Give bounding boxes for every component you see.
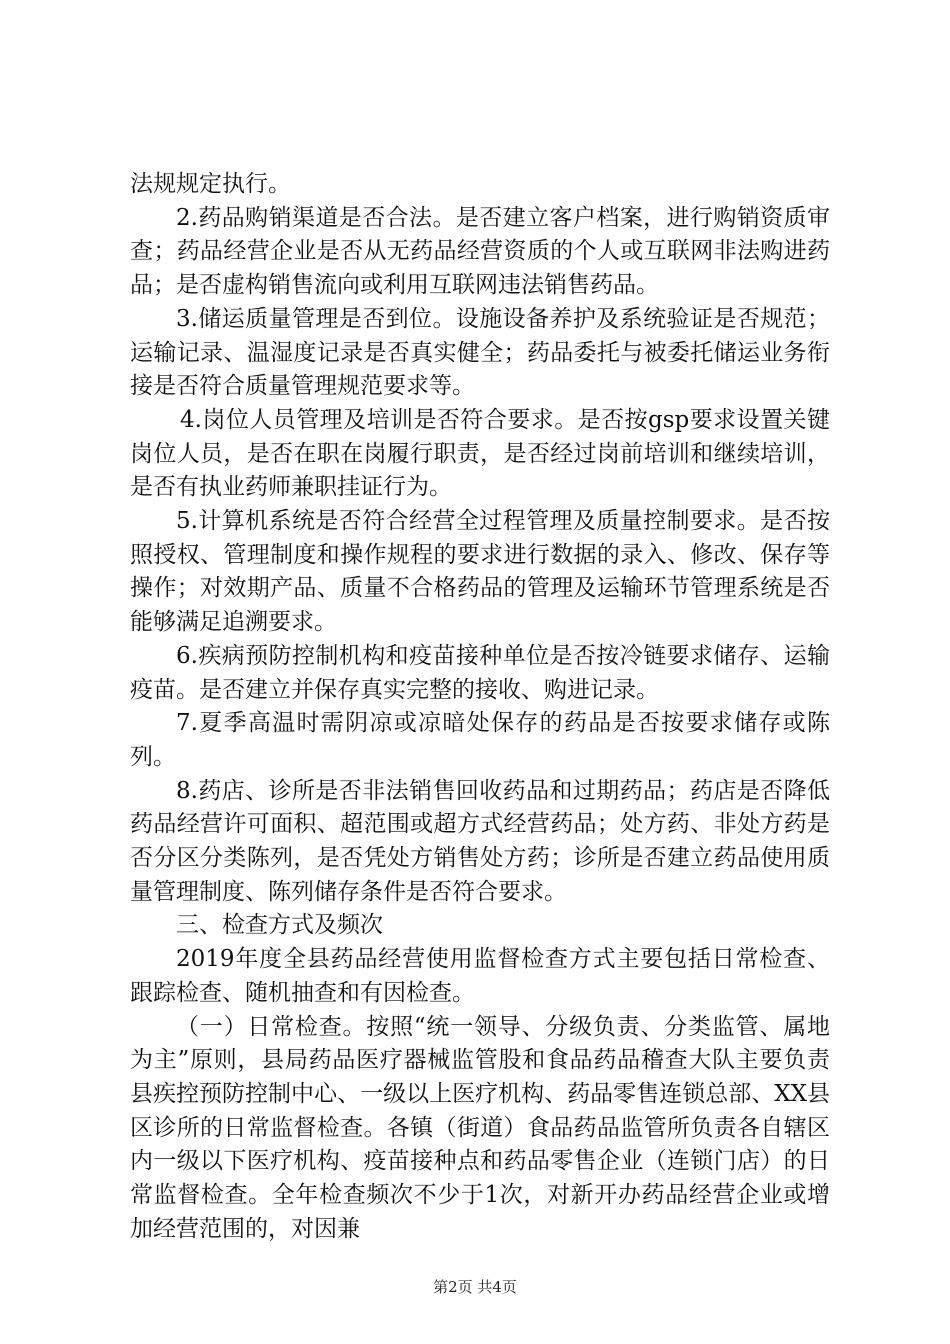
page-number-footer: 第2页 共4页 <box>433 1278 517 1296</box>
paragraph-item-7: 7.夏季高温时需阴凉或凉暗处保存的药品是否按要求储存或陈列。 <box>130 710 830 770</box>
paragraph-item-6: 6.疾病预防控制机构和疫苗接种单位是否按冷链要求储存、运输疫苗。是否建立并保存真实完整的接收、购进记录。 <box>130 642 830 703</box>
section-heading: 三、检查方式及频次 <box>176 912 383 939</box>
paragraph-continuation: 法规规定执行。 <box>130 171 291 197</box>
paragraph-item-5: 5.计算机系统是否符合经营全过程管理及质量控制要求。是否按照授权、管理制度和操作规程的要求进行数据的录入、修改、保存等操作；对效期产品、质量不合格药品的管理及运输环节管理系统是否能够满足追溯要求。 <box>130 508 830 636</box>
paragraph-item-4: 4.岗位人员管理及培训是否符合要求。是否按gsp要求设置关键岗位人员，是否在职在岗履行职责，是否经过岗前培训和继续培训，是否有执业药师兼职挂证行为。 <box>130 406 830 501</box>
document-body <box>130 168 830 1247</box>
paragraph-inspection-methods: 2019年度全县药品经营使用监督检查方式主要包括日常检查、跟踪检查、随机抽查和有因检查。 <box>130 946 830 1006</box>
paragraph-routine-inspection: （一）日常检查。按照“统一领导、分级负责、分类监管、属地为主”原则，县局药品医疗器械监管股和食品药品稽查大队主要负责县疾控预防控制中心、一级以上医疗机构、药品零售连锁总部、XX县区诊所的日常监督检查。各镇（街道）食品药品监管所负责各自辖区内一级以下医疗机构、疫苗接种点和药品零售企业（连锁门店）的日常监督检查。全年检查频次不少于1次，对新开办药品经营企业或增加经营范围的，对因兼 <box>130 1013 830 1242</box>
paragraph-item-3: 3.储运质量管理是否到位。设施设备养护及系统验证是否规范；运输记录、温湿度记录是否真实健全；药品委托与被委托储运业务衔接是否符合质量管理规范要求等。 <box>130 305 830 400</box>
paragraph-item-8: 8.药店、诊所是否非法销售回收药品和过期药品；药店是否降低药品经营许可面积、超范围或超方式经营药品；处方药、非处方药是否分区分类陈列，是否凭处方销售处方药；诊所是否建立药品使用质量管理制度、陈列储存条件是否符合要求。 <box>130 777 830 905</box>
paragraph-item-2: 2.药品购销渠道是否合法。是否建立客户档案，进行购销资质审查；药品经营企业是否从无药品经营资质的个人或互联网非法购进药品；是否虚构销售流向或利用互联网违法销售药品。 <box>130 204 830 299</box>
